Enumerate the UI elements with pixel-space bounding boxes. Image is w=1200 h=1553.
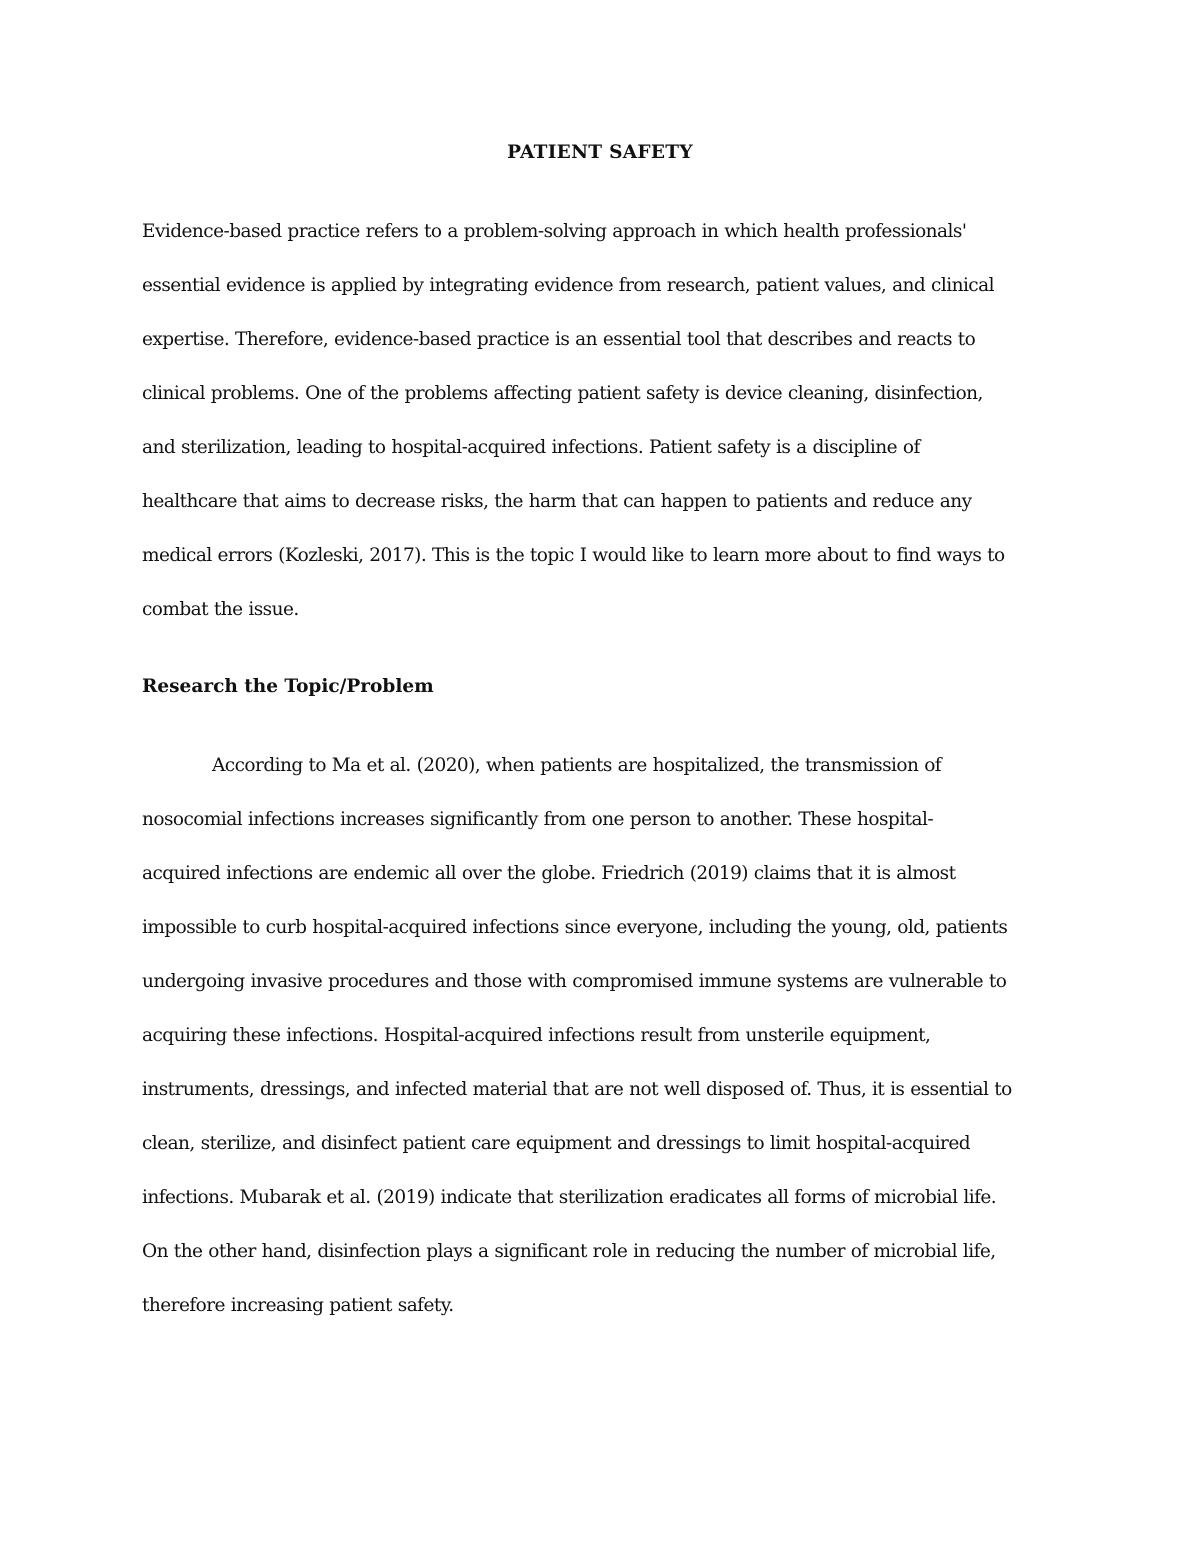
intro-line: essential evidence is applied by integrating evidence from research, patient values, and clinical [142,275,994,296]
intro-line: and sterilization, leading to hospital-acquired infections. Patient safety is a discipline of [142,437,920,458]
intro-line: medical errors (Kozleski, 2017). This is the topic I would like to learn more about to find ways to [142,545,1005,566]
research-line: According to Ma et al. (2020), when patients are hospitalized, the transmission of [212,755,942,776]
research-line: therefore increasing patient safety. [142,1295,454,1316]
intro-line: clinical problems. One of the problems affecting patient safety is device cleaning, disinfection, [142,383,983,404]
research-line: On the other hand, disinfection plays a significant role in reducing the number of microbial life, [142,1241,996,1262]
page-title: PATIENT SAFETY [507,142,693,163]
research-line: infections. Mubarak et al. (2019) indicate that sterilization eradicates all forms of microbial life. [142,1187,997,1208]
section-heading: Research the Topic/Problem [142,676,434,697]
intro-line: expertise. Therefore, evidence-based practice is an essential tool that describes and reacts to [142,329,976,350]
research-line: acquired infections are endemic all over the globe. Friedrich (2019) claims that it is almost [142,863,956,884]
research-line: undergoing invasive procedures and those with compromised immune systems are vulnerable to [142,971,1007,992]
research-line: instruments, dressings, and infected material that are not well disposed of. Thus, it is essential to [142,1079,1012,1100]
research-line: impossible to curb hospital-acquired infections since everyone, including the young, old, patients [142,917,1008,938]
intro-line: Evidence-based practice refers to a problem-solving approach in which health professionals' [142,221,967,242]
intro-line: combat the issue. [142,599,299,620]
research-line: acquiring these infections. Hospital-acquired infections result from unsterile equipment, [142,1025,931,1046]
research-line: clean, sterilize, and disinfect patient care equipment and dressings to limit hospital-acquired [142,1133,971,1154]
intro-line: healthcare that aims to decrease risks, the harm that can happen to patients and reduce any [142,491,972,512]
research-line: nosocomial infections increases significantly from one person to another. These hospital- [142,809,934,830]
